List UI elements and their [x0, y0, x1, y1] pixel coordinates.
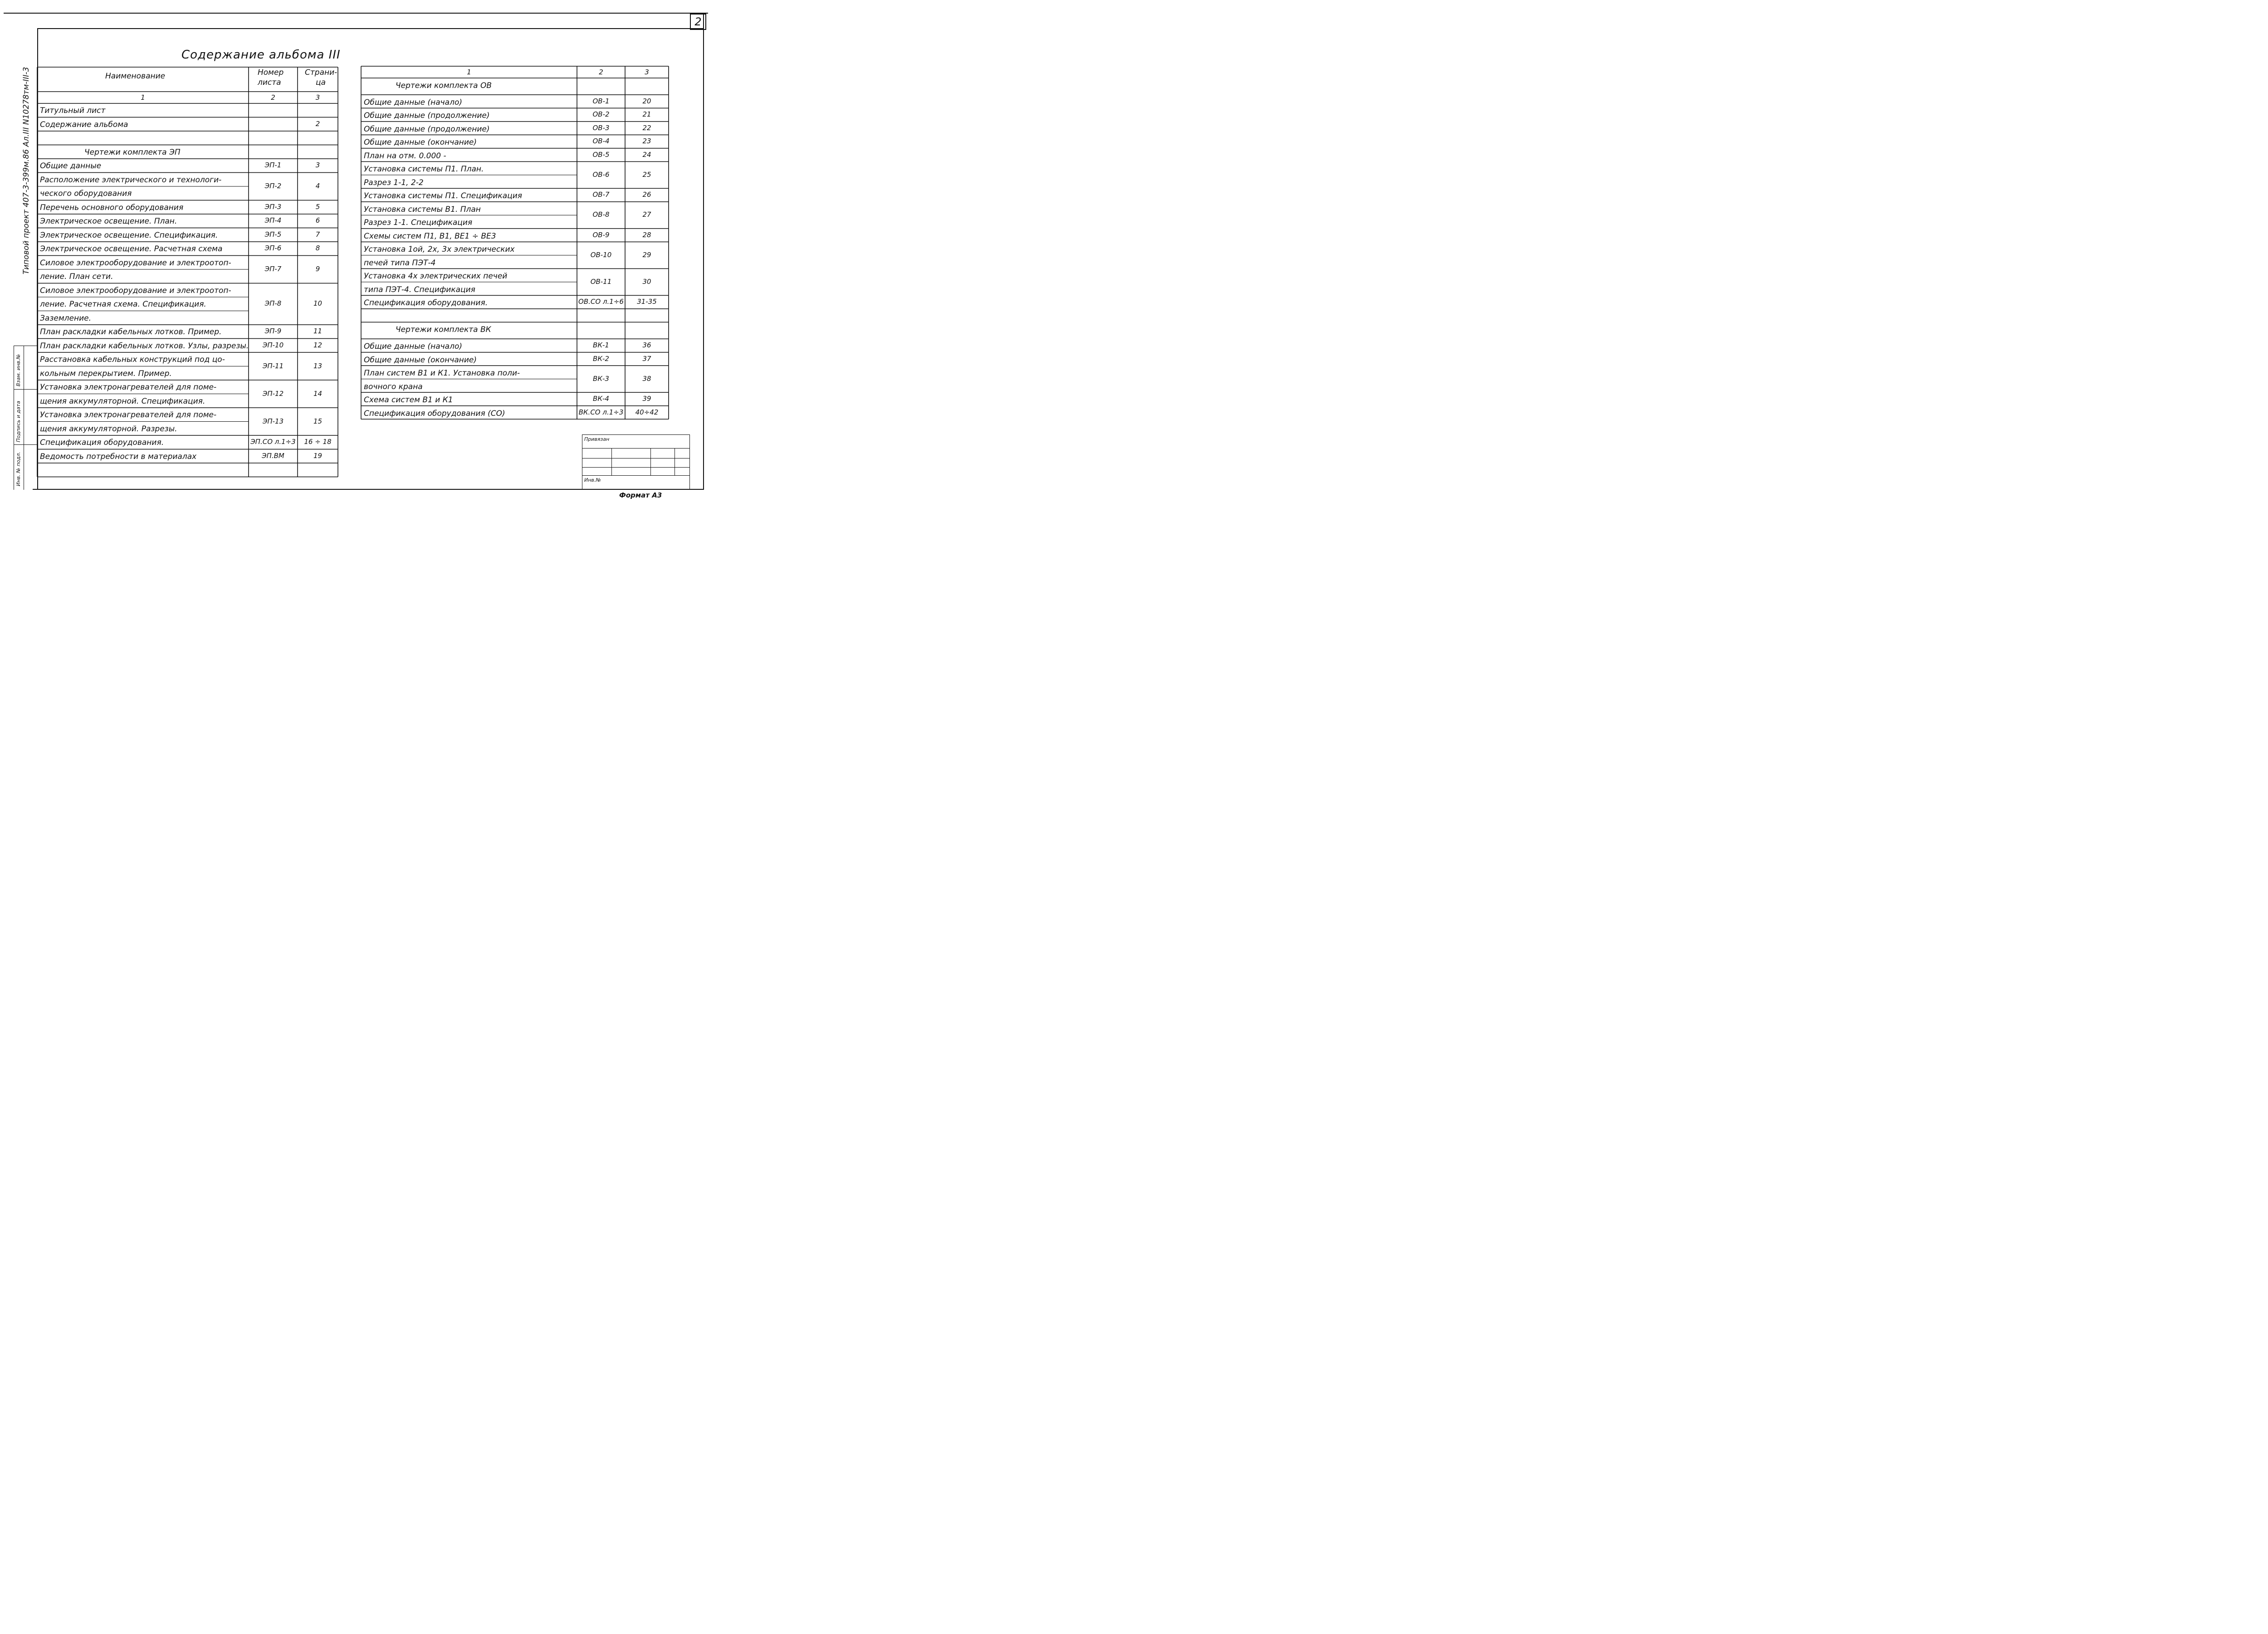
left-row-16-name-1: щения аккумуляторной. Разрезы. [40, 424, 177, 434]
right-row-8-sheet: ОВ-8 [592, 210, 610, 219]
left-header-page-2: ца [316, 78, 326, 87]
left-header-page-1: Страни- [305, 68, 337, 77]
left-row-6-page: 5 [315, 202, 320, 211]
left-row-1-name-0: Содержание альбома [40, 120, 128, 129]
stamp-row-4 [582, 475, 689, 476]
right-row-5-page: 24 [642, 150, 651, 159]
right-row-16-name-0: Общие данные (окончание) [364, 355, 477, 365]
right-row-11-sheet: ОВ-11 [590, 277, 612, 286]
right-row-3-sheet: ОВ-3 [592, 123, 610, 132]
right-row-12-sheet: ОВ.СО л.1÷6 [578, 298, 624, 306]
left-row-15-name-0: Установка электронагревателей для поме- [40, 383, 217, 392]
stamp-inv: Инв.№ [584, 477, 601, 483]
left-row-4-name-0: Общие данные [40, 161, 102, 171]
left-row-10-name-0: Силовое электрооборудование и электроотоп- [40, 258, 231, 268]
left-row-9-sheet: ЭП-6 [264, 244, 282, 253]
stamp-col-b [650, 448, 651, 475]
left-row-11-name-2: Заземление. [40, 313, 91, 323]
right-row-1-name-0: Общие данные (начало) [364, 98, 462, 107]
left-row-10-page: 9 [315, 265, 320, 273]
left-row-13-page: 12 [313, 341, 323, 349]
stamp-box-right [689, 434, 690, 489]
right-row-0-name-0: Чертежи комплекта ОВ [396, 81, 492, 90]
left-row-16-sheet: ЭП-13 [262, 417, 284, 425]
right-row-15-page: 36 [642, 341, 651, 349]
right-row-5-name-0: План на отм. 0.000 - [364, 151, 446, 161]
right-row-4-sheet: ОВ-4 [592, 137, 610, 146]
left-row-17-name-0: Спецификация оборудования. [40, 438, 164, 447]
stamp-label-podpis: Подпись и дата [15, 400, 21, 442]
left-row-8-name-0: Электрическое освещение. Спецификация. [40, 230, 218, 240]
right-row-18-page: 39 [642, 395, 651, 403]
right-row-4-page: 23 [642, 137, 651, 146]
left-header-sheet-1: Номер [258, 68, 284, 77]
left-row-5-page: 4 [315, 182, 320, 190]
right-row-7-name-0: Установка системы П1. Спецификация [364, 191, 522, 201]
right-row-18-name-0: Схема систем В1 и К1 [364, 395, 453, 405]
right-row-17-name-0: План систем В1 и К1. Установка поли- [364, 369, 520, 378]
left-row-14-name-1: кольным перекрытием. Пример. [40, 369, 172, 378]
right-row-12-name-0: Спецификация оборудования. [364, 298, 488, 308]
right-row-14-name-0: Чертежи комплекта ВК [396, 325, 491, 335]
left-colnum-2: 2 [271, 93, 275, 102]
right-row-11-name-0: Установка 4х электрических печей [364, 272, 508, 281]
right-row-19-sheet: ВК.СО л.1÷3 [578, 408, 624, 416]
right-row-16-sheet: ВК-2 [593, 354, 609, 363]
right-row-18-sheet: ВК-4 [593, 395, 609, 403]
left-row-7-page: 6 [315, 216, 320, 225]
stamp-label-inv: Инв. № подл. [15, 452, 21, 486]
left-row-14-page: 13 [313, 361, 323, 370]
right-row-2-name-0: Общие данные (продолжение) [364, 111, 490, 121]
left-row-12-sheet: ЭП-9 [264, 327, 282, 336]
right-row-11-name-1: типа ПЭТ-4. Спецификация [364, 285, 475, 294]
left-row-3-name-0: Чертежи комплекта ЭП [84, 147, 181, 157]
right-row-12-page: 31-35 [637, 298, 657, 306]
right-colnum-2: 2 [599, 68, 603, 76]
stamp-box-top [582, 434, 689, 435]
right-row-6-sheet: ОВ-6 [592, 170, 610, 179]
right-row-3-page: 22 [642, 123, 651, 132]
right-row-9-name-0: Схемы систем П1, В1, ВЕ1 ÷ ВЕ3 [364, 231, 496, 241]
left-row-18-page: 19 [313, 451, 323, 460]
right-row-3-name-0: Общие данные (продолжение) [364, 124, 490, 134]
left-colnum-1: 1 [141, 93, 145, 102]
left-row-9-name-0: Электрическое освещение. Расчетная схема [40, 244, 223, 254]
right-row-19-name-0: Спецификация оборудования (СО) [364, 409, 505, 418]
right-row-8-page: 27 [642, 210, 651, 219]
right-row-1-page: 20 [642, 97, 651, 105]
left-row-13-name-0: План раскладки кабельных лотков. Узлы, разрезы. [40, 341, 249, 351]
left-row-12-page: 11 [313, 327, 323, 336]
right-row-7-page: 26 [642, 190, 651, 199]
sheet-number: 2 [690, 14, 706, 30]
stamp-row-1 [582, 448, 689, 449]
left-row-16-page: 15 [313, 417, 323, 425]
left-row-14-sheet: ЭП-11 [262, 361, 284, 370]
left-row-12-name-0: План раскладки кабельных лотков. Пример. [40, 327, 222, 337]
left-row-11-name-1: ление. Расчетная схема. Спецификация. [40, 300, 206, 309]
stamp-row-3 [582, 467, 689, 468]
right-row-5-sheet: ОВ-5 [592, 150, 610, 159]
left-row-15-page: 14 [313, 389, 323, 398]
right-row-10-name-1: печей типа ПЭТ-4 [364, 258, 436, 268]
project-label: Типовой проект 407-3-399м.86 Ал.III N10278тм-III-3 [22, 67, 31, 274]
right-row-8-name-0: Установка системы В1. План [364, 205, 481, 214]
left-row-9-page: 8 [315, 244, 320, 253]
left-row-18-sheet: ЭП.ВМ [262, 451, 284, 460]
right-row-2-page: 21 [642, 110, 651, 119]
stamp-col-a [611, 448, 612, 475]
left-row-8-page: 7 [315, 230, 320, 239]
right-row-15-name-0: Общие данные (начало) [364, 342, 462, 351]
left-header-name: Наименование [105, 72, 166, 81]
left-row-6-name-0: Перечень основного оборудования [40, 203, 184, 212]
right-row-1-sheet: ОВ-1 [592, 97, 610, 105]
left-row-11-sheet: ЭП-8 [264, 299, 282, 308]
right-row-6-page: 25 [642, 170, 651, 179]
right-row-10-page: 29 [642, 250, 651, 259]
left-row-10-sheet: ЭП-7 [264, 265, 282, 273]
left-row-18-name-0: Ведомость потребности в материалах [40, 452, 197, 461]
left-row-4-page: 3 [315, 161, 320, 170]
format-label: Формат А3 [619, 491, 662, 499]
stamp-privyazan: Привязан [584, 436, 610, 442]
left-row-5-sheet: ЭП-2 [264, 182, 282, 190]
right-row-8-name-1: Разрез 1-1. Спецификация [364, 218, 473, 228]
left-row-15-name-1: щения аккумуляторной. Спецификация. [40, 396, 205, 406]
left-row-4-sheet: ЭП-1 [264, 161, 282, 170]
right-row-17-sheet: ВК-3 [593, 374, 609, 383]
right-row-17-name-1: вочного крана [364, 382, 423, 391]
left-row-6-sheet: ЭП-3 [264, 202, 282, 211]
left-row-5-name-0: Расположение электрического и технологи- [40, 175, 222, 185]
right-row-9-page: 28 [642, 230, 651, 239]
left-row-14-name-0: Расстановка кабельных конструкций под цо- [40, 355, 225, 364]
right-row-19-page: 40÷42 [635, 408, 659, 416]
left-row-1-page: 2 [315, 119, 320, 128]
right-row-2-sheet: ОВ-2 [592, 110, 610, 119]
left-header-sheet-2: листа [258, 78, 281, 87]
page-title: Содержание альбома III [181, 48, 341, 62]
left-row-17-page: 16 ÷ 18 [304, 438, 332, 446]
right-row-9-sheet: ОВ-9 [592, 230, 610, 239]
left-row-7-name-0: Электрическое освещение. План. [40, 217, 177, 226]
left-row-13-sheet: ЭП-10 [262, 341, 284, 349]
right-row-15-sheet: ВК-1 [593, 341, 609, 349]
left-row-8-sheet: ЭП-5 [264, 230, 282, 239]
left-colnum-3: 3 [315, 93, 320, 102]
right-colnum-1: 1 [467, 68, 471, 76]
right-row-6-name-1: Разрез 1-1, 2-2 [364, 178, 424, 187]
left-row-10-name-1: ление. План сети. [40, 272, 113, 281]
right-colnum-3: 3 [645, 68, 649, 76]
right-row-6-name-0: Установка системы П1. План. [364, 165, 484, 174]
right-row-10-sheet: ОВ-10 [590, 250, 612, 259]
right-row-11-page: 30 [642, 277, 651, 286]
left-row-0-name-0: Титульный лист [40, 106, 106, 115]
right-row-4-name-0: Общие данные (окончание) [364, 138, 477, 147]
left-row-11-page: 10 [313, 299, 323, 308]
left-row-11-name-0: Силовое электрооборудование и электроотоп- [40, 286, 231, 295]
right-row-17-page: 38 [642, 374, 651, 383]
right-row-7-sheet: ОВ-7 [592, 190, 610, 199]
stamp-label-vzam: Взам. инв.№ [15, 354, 21, 386]
left-row-15-sheet: ЭП-12 [262, 389, 284, 398]
left-row-17-sheet: ЭП.СО л.1÷3 [250, 438, 296, 446]
right-row-10-name-0: Установка 1ой, 2х, 3х электрических [364, 245, 515, 254]
left-row-7-sheet: ЭП-4 [264, 216, 282, 225]
left-row-5-name-1: ческого оборудования [40, 189, 132, 198]
right-row-16-page: 37 [642, 354, 651, 363]
left-row-16-name-0: Установка электронагревателей для поме- [40, 410, 217, 419]
